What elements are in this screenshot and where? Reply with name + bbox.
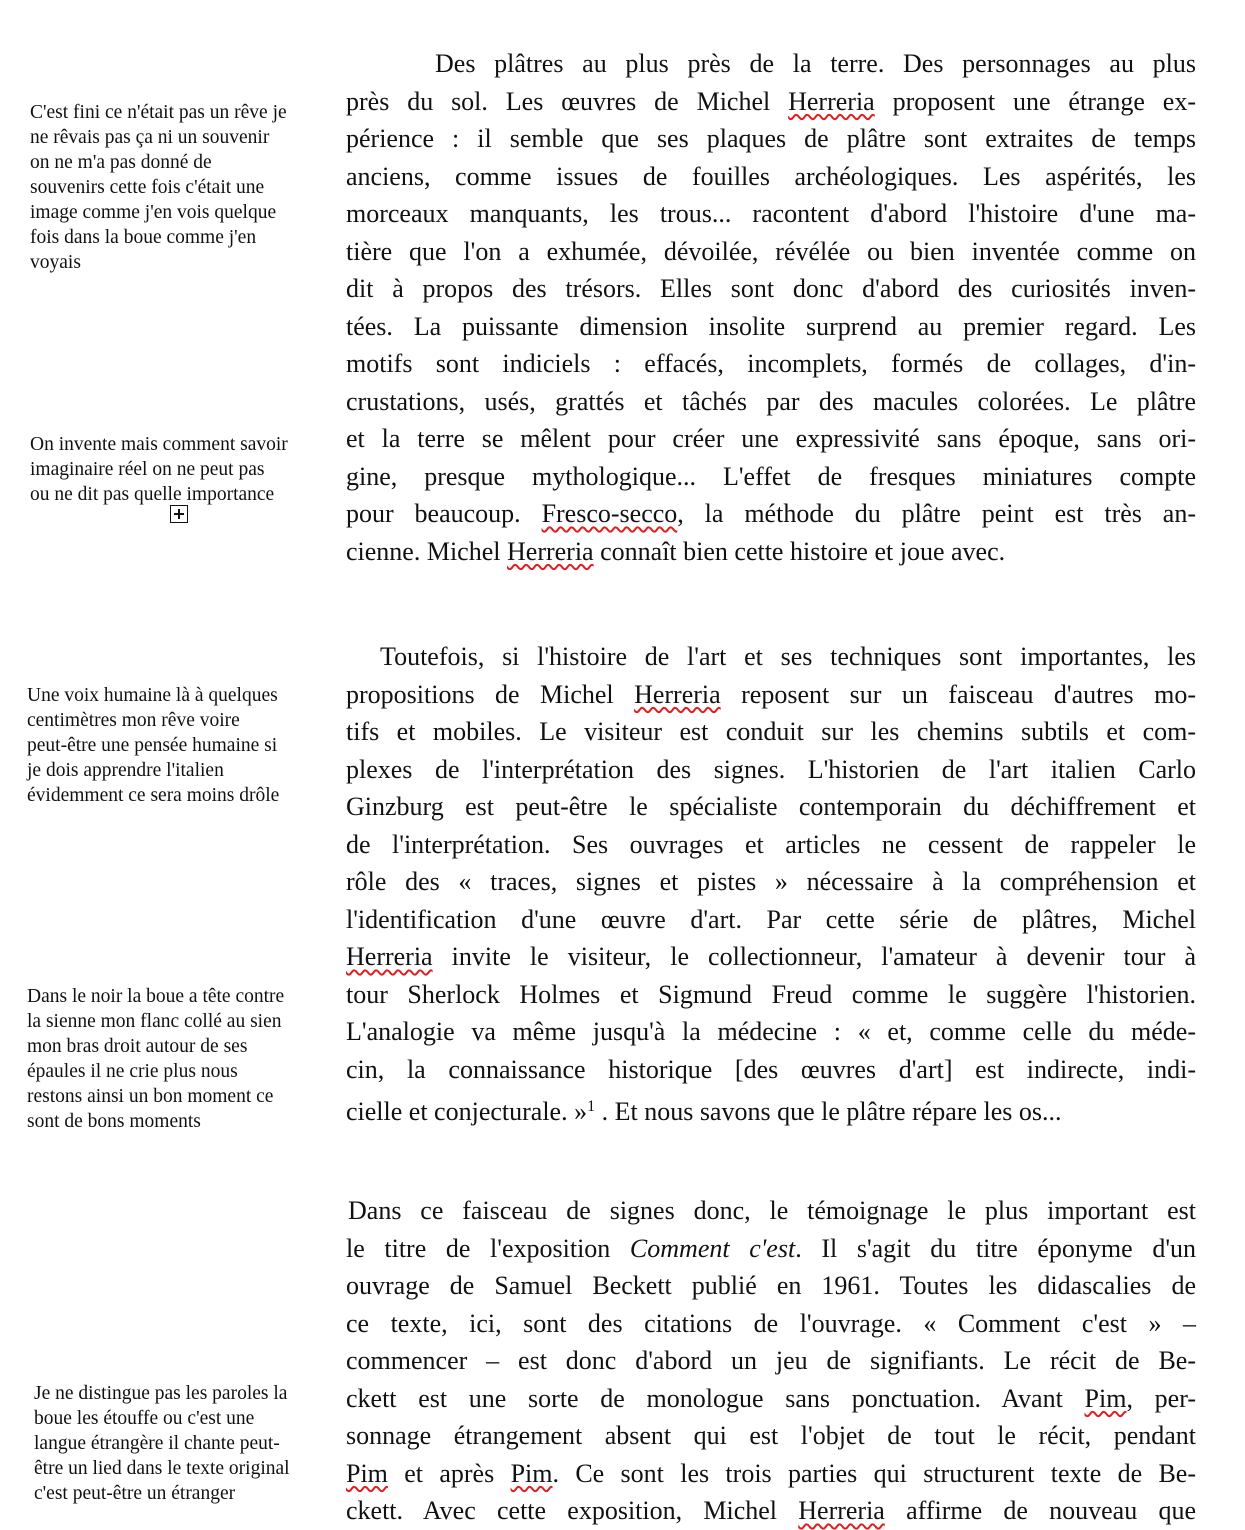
text-line: cienne. Michel Herreria connaît bien cette histoire et joue avec. <box>346 536 1006 566</box>
text-line: près du sol. Les œuvres de Michel Herreria proposent une étrange ex- <box>346 86 1196 116</box>
text-line: L'analogie va même jusqu'à la médecine : « et, comme celle du méde- <box>346 1017 1196 1046</box>
spellcheck-underline[interactable]: Herreria <box>634 679 721 709</box>
note-line: centimètres mon rêve voire <box>27 710 240 731</box>
text-line: ouvrage de Samuel Beckett publié en 1961. Toutes les didascalies de <box>346 1271 1196 1300</box>
text-line: Herreria invite le visiteur, le collectionneur, l'amateur à devenir tour à <box>346 942 1196 971</box>
text-line: Dans ce faisceau de signes donc, le témoignage le plus important est <box>348 1196 1196 1225</box>
spellcheck-underline[interactable]: Herreria <box>798 1496 885 1525</box>
spellcheck-underline[interactable]: Herreria <box>346 942 433 971</box>
note-line: sont de bons moments <box>27 1111 201 1132</box>
body-paragraph-2 <box>346 638 1196 1131</box>
note-line: souvenirs cette fois c'était une <box>30 177 265 198</box>
margin-note-3 <box>27 683 279 808</box>
note-line: fois dans la boue comme j'en <box>30 227 257 248</box>
text-line: ce texte, ici, sont des citations de l'ouvrage. « Comment c'est » – <box>346 1308 1196 1338</box>
text-line: motifs sont indiciels : effacés, incomplets, formés de collages, d'in- <box>346 349 1196 378</box>
text-line: et la terre se mêlent pour créer une expressivité sans époque, sans ori- <box>346 424 1196 453</box>
text-line: propositions de Michel Herreria reposent sur un faisceau d'autres mo- <box>346 679 1196 709</box>
italic-title: Comment c'est <box>629 1233 796 1263</box>
spellcheck-underline[interactable]: Pim <box>510 1458 553 1488</box>
text-line: Toutefois, si l'histoire de l'art et ses techniques sont importantes, les <box>380 642 1196 671</box>
margin-note-4 <box>27 984 284 1134</box>
text-line: l'identification d'une œuvre d'art. Par cette série de plâtres, Michel <box>346 904 1196 934</box>
text-line: le titre de l'exposition Comment c'est. Il s'agit du titre éponyme d'un <box>346 1233 1196 1263</box>
text-line: de l'interprétation. Ses ouvrages et articles ne cessent de rappeler le <box>346 829 1196 859</box>
margin-note-1 <box>30 100 287 275</box>
text-line: plexes de l'interprétation des signes. L'historien de l'art italien Carlo <box>346 754 1196 784</box>
expand-plus-icon[interactable] <box>170 505 188 523</box>
note-line: Je ne distingue pas les paroles la <box>34 1383 288 1404</box>
text-line: tière que l'on a exhumée, dévoilée, révélée ou bien inventée comme on <box>346 236 1196 266</box>
text-line: morceaux manquants, les trous... racontent d'abord l'histoire d'une ma- <box>346 199 1196 228</box>
note-line: la sienne mon flanc collé au sien <box>27 1011 282 1032</box>
spellcheck-underline[interactable]: Herreria <box>788 86 875 116</box>
note-line: C'est fini ce n'était pas un rêve je <box>30 102 287 123</box>
footnote-ref[interactable]: 1 <box>587 1098 596 1115</box>
note-line: je dois apprendre l'italien <box>27 760 224 781</box>
text-line: crustations, usés, grattés et tâchés par des macules colorées. Le plâtre <box>346 386 1196 416</box>
text-line: cielle et conjecturale. »$^1$ . Et nous savons que le plâtre répare les os... <box>346 1097 1062 1126</box>
spellcheck-underline[interactable]: Pim <box>1084 1383 1127 1413</box>
text-line: pour beaucoup. Fresco-secco, la méthode du plâtre peint est très an- <box>346 499 1196 528</box>
spellcheck-underline[interactable]: Herreria <box>507 536 594 566</box>
note-line: image comme j'en vois quelque <box>30 202 277 223</box>
note-line: imaginaire réel on ne peut pas <box>30 459 265 480</box>
text-line: Pim et après Pim. Ce sont les trois parties qui structurent texte de Be- <box>346 1458 1196 1488</box>
text-line: dit à propos des trésors. Elles sont donc d'abord des curiosités inven- <box>346 274 1196 303</box>
text-line: ckett. Avec cette exposition, Michel Herreria affirme de nouveau que <box>346 1496 1196 1525</box>
note-line: peut-être une pensée humaine si <box>27 735 278 756</box>
note-line: épaules il ne crie plus nous <box>27 1061 238 1082</box>
text-line: périence : il semble que ses plaques de plâtre sont extraites de temps <box>346 124 1196 153</box>
note-line: être un lied dans le texte original <box>34 1458 290 1479</box>
text-line: tour Sherlock Holmes et Sigmund Freud comme le suggère l'historien. <box>346 979 1196 1009</box>
note-line: ou ne dit pas quelle importance <box>30 484 275 505</box>
body-paragraph-1 <box>346 45 1196 570</box>
text-line: cin, la connaissance historique [des œuvres d'art] est indirecte, indi- <box>346 1054 1196 1084</box>
note-line: boue les étouffe ou c'est une <box>34 1408 255 1429</box>
margin-note-2 <box>30 432 288 507</box>
note-line: voyais <box>30 252 81 273</box>
text-line: tées. La puissante dimension insolite surprend au premier regard. Les <box>346 311 1196 341</box>
text-line: ckett est une sorte de monologue sans ponctuation. Avant Pim, per- <box>346 1383 1196 1413</box>
text-line: Ginzburg est peut-être le spécialiste contemporain du déchiffrement et <box>346 792 1196 821</box>
note-line: on ne m'a pas donné de <box>30 152 212 173</box>
note-line: mon bras droit autour de ses <box>27 1036 248 1057</box>
text-line: commencer – est donc d'abord un jeu de signifiants. Le récit de Be- <box>346 1346 1196 1375</box>
note-line: c'est peut-être un étranger <box>34 1483 236 1504</box>
note-line: Une voix humaine là à quelques <box>27 685 278 706</box>
margin-note-5 <box>34 1381 290 1506</box>
note-line: On invente mais comment savoir <box>30 434 288 455</box>
note-line: Dans le noir la boue a tête contre <box>27 986 285 1007</box>
note-line: ne rêvais pas ça ni un souvenir <box>30 127 270 148</box>
text-line: rôle des « traces, signes et pistes » nécessaire à la compréhension et <box>346 867 1196 896</box>
text-line: anciens, comme issues de fouilles archéologiques. Les aspérités, les <box>346 161 1196 191</box>
spellcheck-underline[interactable]: Fresco-secco <box>541 499 678 528</box>
text-line: tifs et mobiles. Le visiteur est conduit sur les chemins subtils et com- <box>346 717 1196 746</box>
spellcheck-underline[interactable]: Pim <box>346 1458 388 1488</box>
note-line: langue étrangère il chante peut- <box>34 1433 280 1454</box>
note-line: évidemment ce sera moins drôle <box>27 785 280 806</box>
text-line: sonnage étrangement absent qui est l'objet de tout le récit, pendant <box>346 1421 1196 1450</box>
note-line: restons ainsi un bon moment ce <box>27 1086 274 1107</box>
body-paragraph-3 <box>346 1192 1196 1530</box>
text-line: gine, presque mythologique... L'effet de fresques miniatures compte <box>346 461 1196 491</box>
text-line: Des plâtres au plus près de la terre. Des personnages au plus <box>435 49 1196 78</box>
